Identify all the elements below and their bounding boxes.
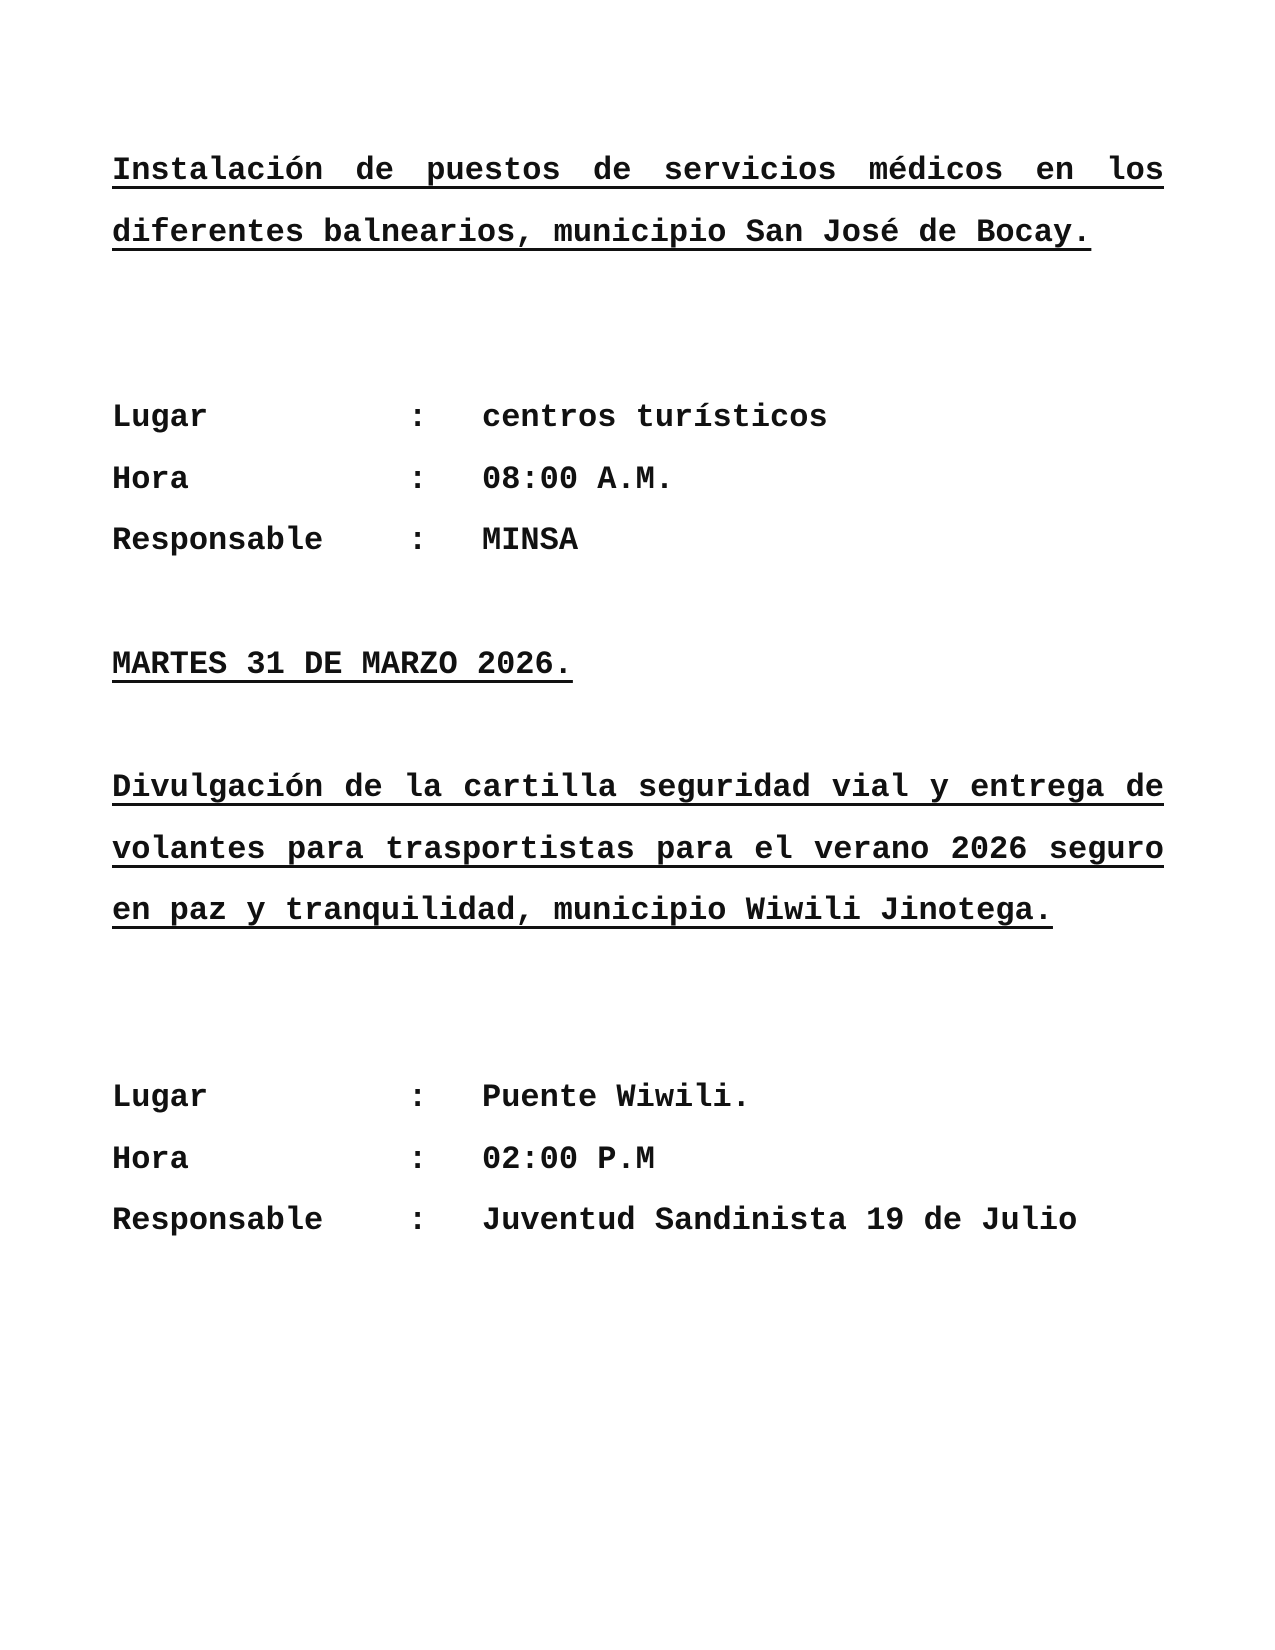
date-heading: MARTES 31 DE MARZO 2026. xyxy=(112,646,573,683)
detail-value: Juventud Sandinista 19 de Julio xyxy=(482,1202,1078,1239)
detail-separator: : xyxy=(408,1202,428,1239)
detail-value: 02:00 P.M xyxy=(482,1140,655,1178)
detail-row-responsable xyxy=(112,521,1164,583)
detail-label: Responsable xyxy=(112,522,324,559)
detail-separator: : xyxy=(408,1079,428,1116)
detail-separator: : xyxy=(408,522,428,559)
detail-separator: : xyxy=(408,1140,428,1178)
detail-value: MINSA xyxy=(482,522,579,559)
event-title-medical-posts: Instalación de puestos de servicios médicos en los diferentes balnearios, municipio San José de Bocay. xyxy=(112,152,1164,251)
detail-row-hora xyxy=(112,1140,1164,1202)
detail-separator: : xyxy=(408,460,428,498)
detail-row-hora xyxy=(112,460,1164,522)
detail-label: Lugar xyxy=(112,399,209,436)
detail-separator: : xyxy=(408,399,428,436)
detail-label: Hora xyxy=(112,1140,189,1178)
detail-value: Puente Wiwili. xyxy=(482,1079,751,1116)
detail-row-lugar xyxy=(112,1078,1164,1140)
event-title-road-safety: Divulgación de la cartilla seguridad vial y entrega de volantes para trasportistas para el verano 2026 seguro en paz y tranquilidad, municipio Wiwili Jinotega. xyxy=(112,769,1164,929)
detail-label: Lugar xyxy=(112,1079,209,1116)
event-details-road-safety xyxy=(112,1078,1164,1263)
detail-row-responsable xyxy=(112,1201,1164,1263)
detail-row-lugar xyxy=(112,398,1164,460)
detail-label: Hora xyxy=(112,460,189,498)
event-details-medical-posts xyxy=(112,398,1164,583)
detail-value: 08:00 A.M. xyxy=(482,460,675,498)
detail-label: Responsable xyxy=(112,1202,324,1239)
detail-value: centros turísticos xyxy=(482,399,828,436)
